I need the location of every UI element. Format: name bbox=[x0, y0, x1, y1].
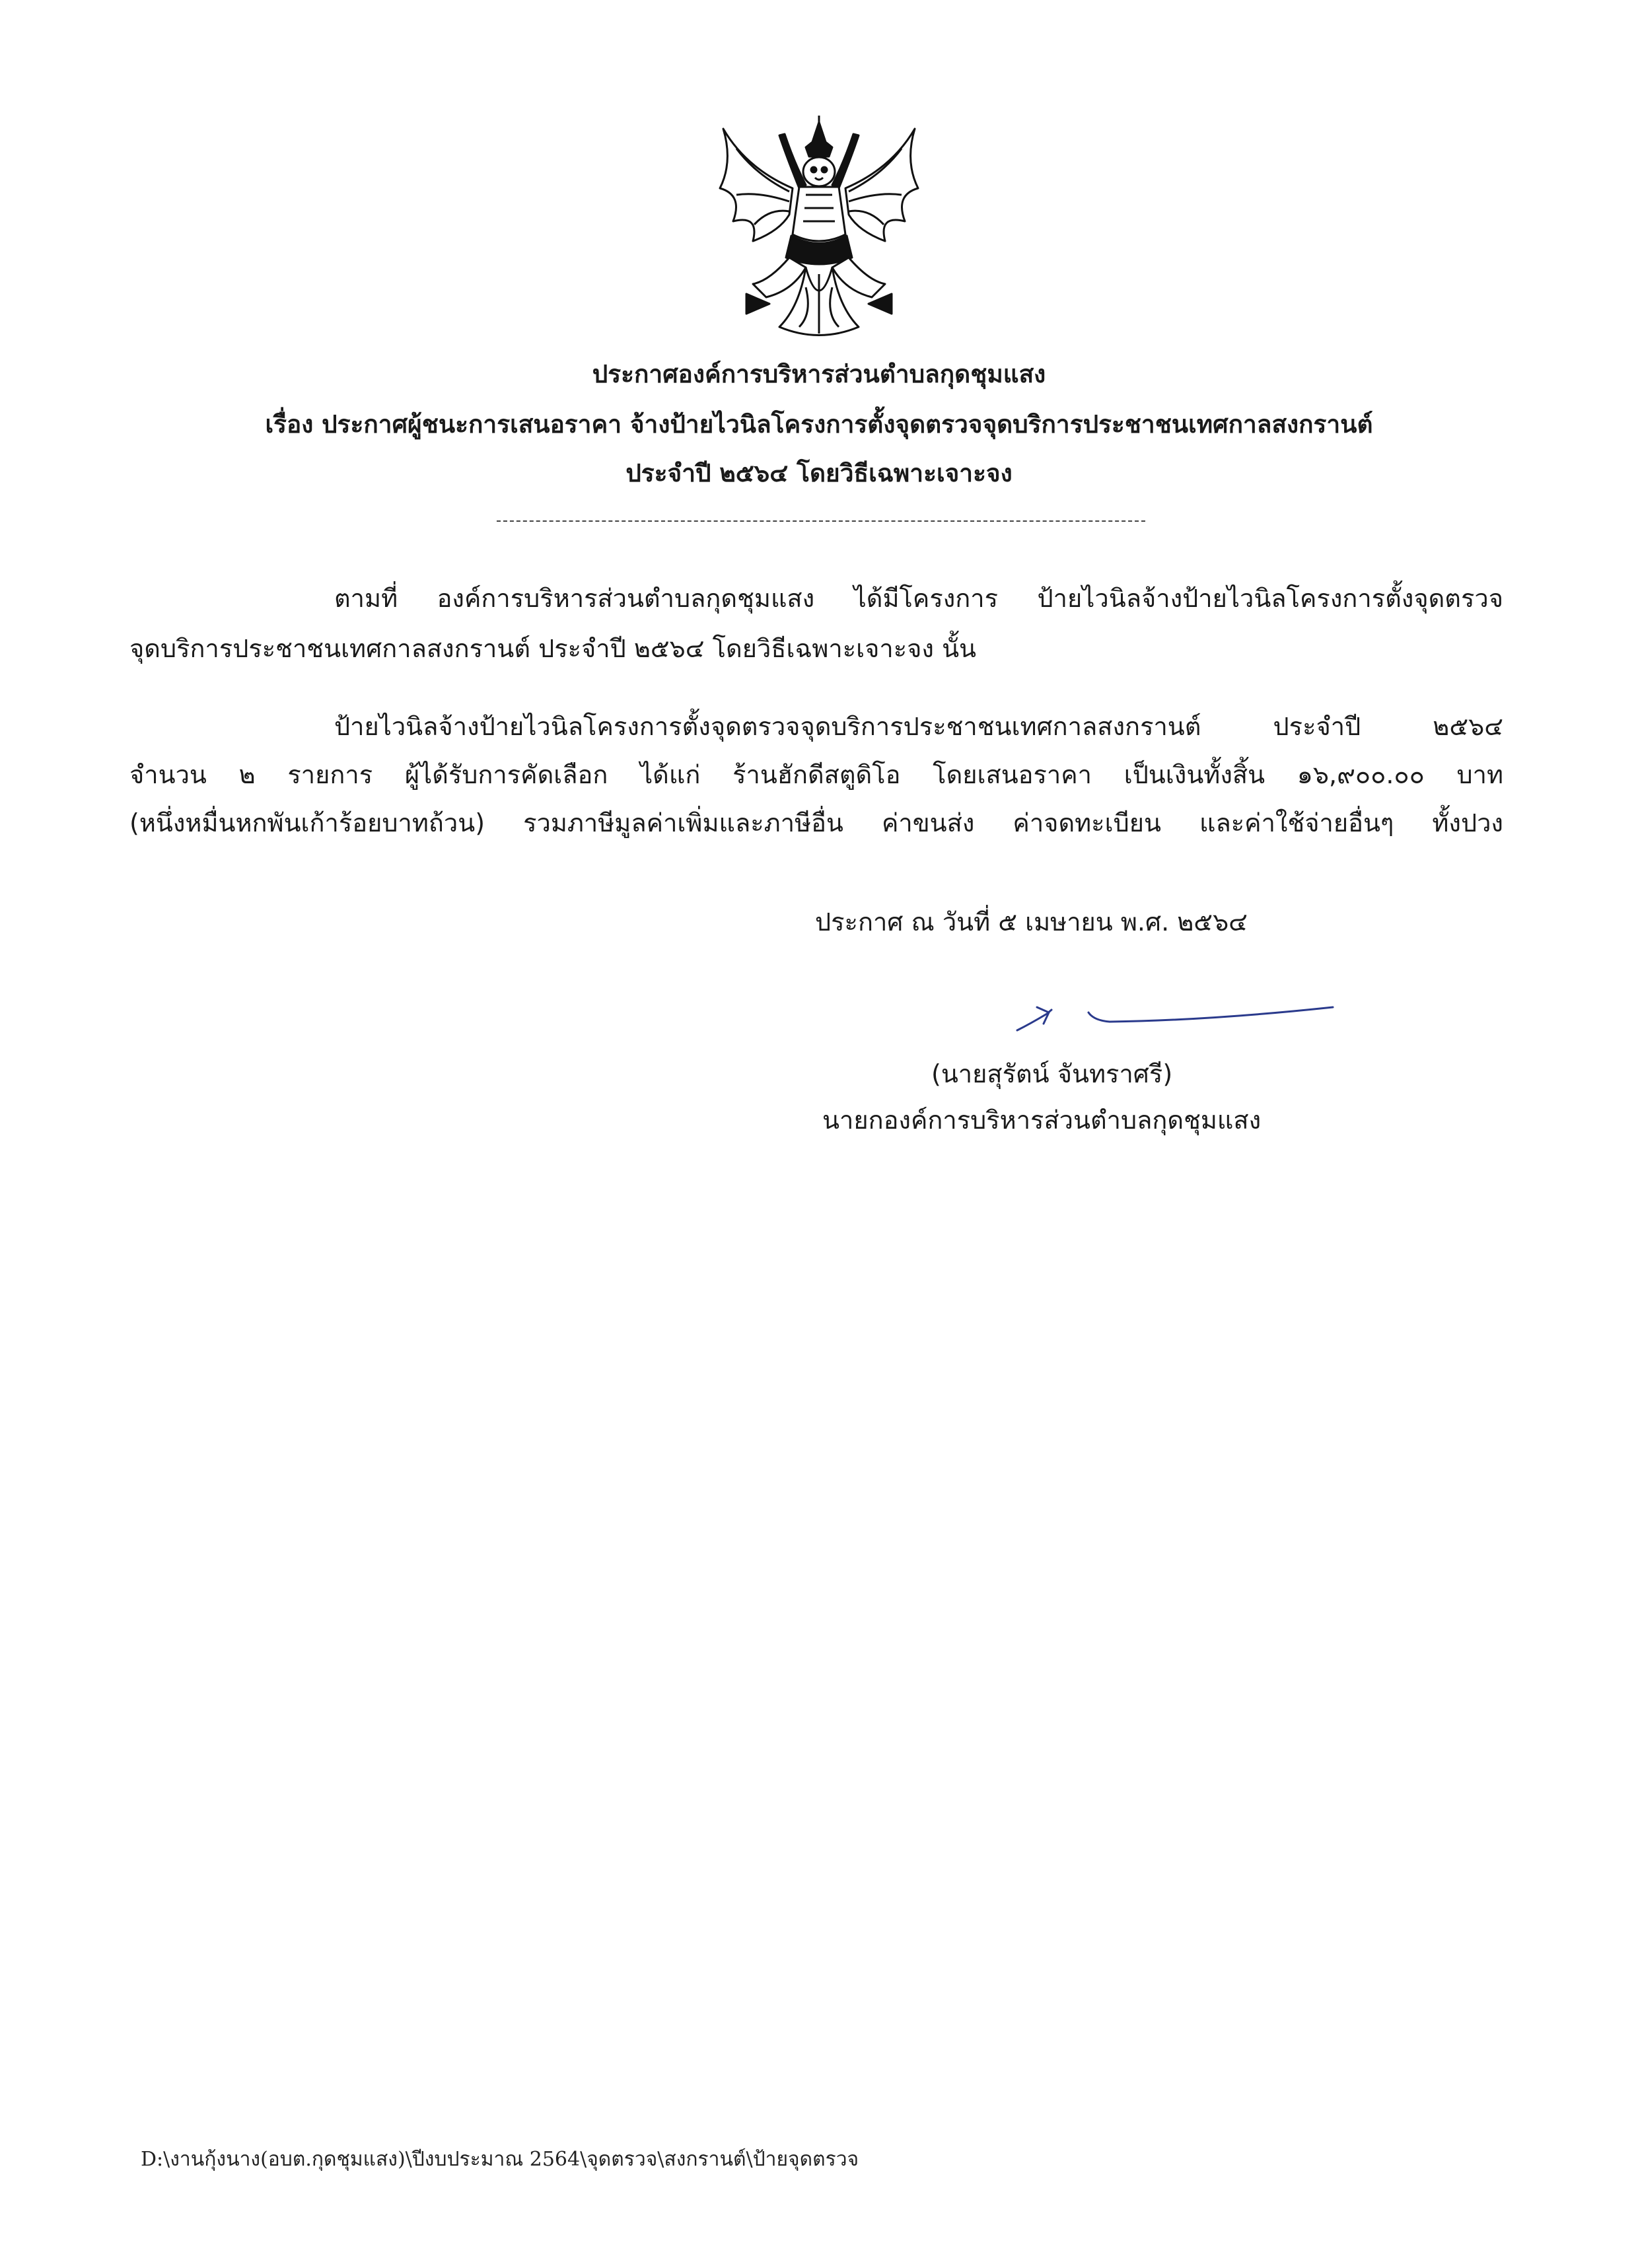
signatory-position: นายกองค์การบริหารส่วนตำบลกุดชุมแสง bbox=[822, 1106, 1262, 1135]
paragraph-2-line-2: จำนวน ๒ รายการ ผู้ได้รับการคัดเลือก ได้แก่ ร้านฮักดีสตูดิโอ โดยเสนอราคา เป็นเงินทั้งสิ้น ๑๖,๙๐๐.๐๐ บาท bbox=[129, 760, 1503, 789]
paragraph-2-line-3: (หนึ่งหมื่นหกพันเก้าร้อยบาทถ้วน) รวมภาษีมูลค่าเพิ่มและภาษีอื่น ค่าขนส่ง ค่าจดทะเบียน และค่าใช้จ่ายอื่นๆ ทั้งปวง bbox=[129, 808, 1503, 837]
document-subject-continued: ประจำปี ๒๕๖๔ โดยวิธีเฉพาะเจาะจง bbox=[625, 459, 1013, 487]
paragraph-1-line-2: จุดบริการประชาชนเทศกาลสงกรานต์ ประจำปี ๒๕๖๔ โดยวิธีเฉพาะเจาะจง นั้น bbox=[129, 634, 977, 663]
document-title: ประกาศองค์การบริหารส่วนตำบลกุดชุมแสง bbox=[592, 360, 1046, 388]
paragraph-2-line-1: ป้ายไวนิลจ้างป้ายไวนิลโครงการตั้งจุดตรวจจุดบริการประชาชนเทศกาลสงกรานต์ ประจำปี ๒๕๖๔ bbox=[334, 712, 1503, 741]
paragraph-1-line-1: ตามที่ องค์การบริหารส่วนตำบลกุดชุมแสง ได้มีโครงการ ป้ายไวนิลจ้างป้ายไวนิลโครงการตั้งจุดตรวจ bbox=[334, 584, 1503, 613]
dashed-divider bbox=[497, 520, 1145, 522]
garuda-emblem-icon bbox=[707, 116, 931, 343]
signatory-name: (นายสุรัตน์ จันทราศรี) bbox=[931, 1059, 1173, 1088]
announcement-date: ประกาศ ณ วันที่ ๕ เมษายน พ.ศ. ๒๕๖๔ bbox=[815, 907, 1248, 937]
file-path-footer: D:\งานกุ้งนาง(อบต.กุดชุมแสง)\ปีงบประมาณ 2564\จุดตรวจ\สงกรานต์\ป้ายจุดตรวจ bbox=[141, 2148, 859, 2171]
document-subject: เรื่อง ประกาศผู้ชนะการเสนอราคา จ้างป้ายไวนิลโครงการตั้งจุดตรวจจุดบริการประชาชนเทศกาลสงกรานต์ bbox=[265, 410, 1373, 439]
handwritten-signature bbox=[1011, 994, 1341, 1040]
